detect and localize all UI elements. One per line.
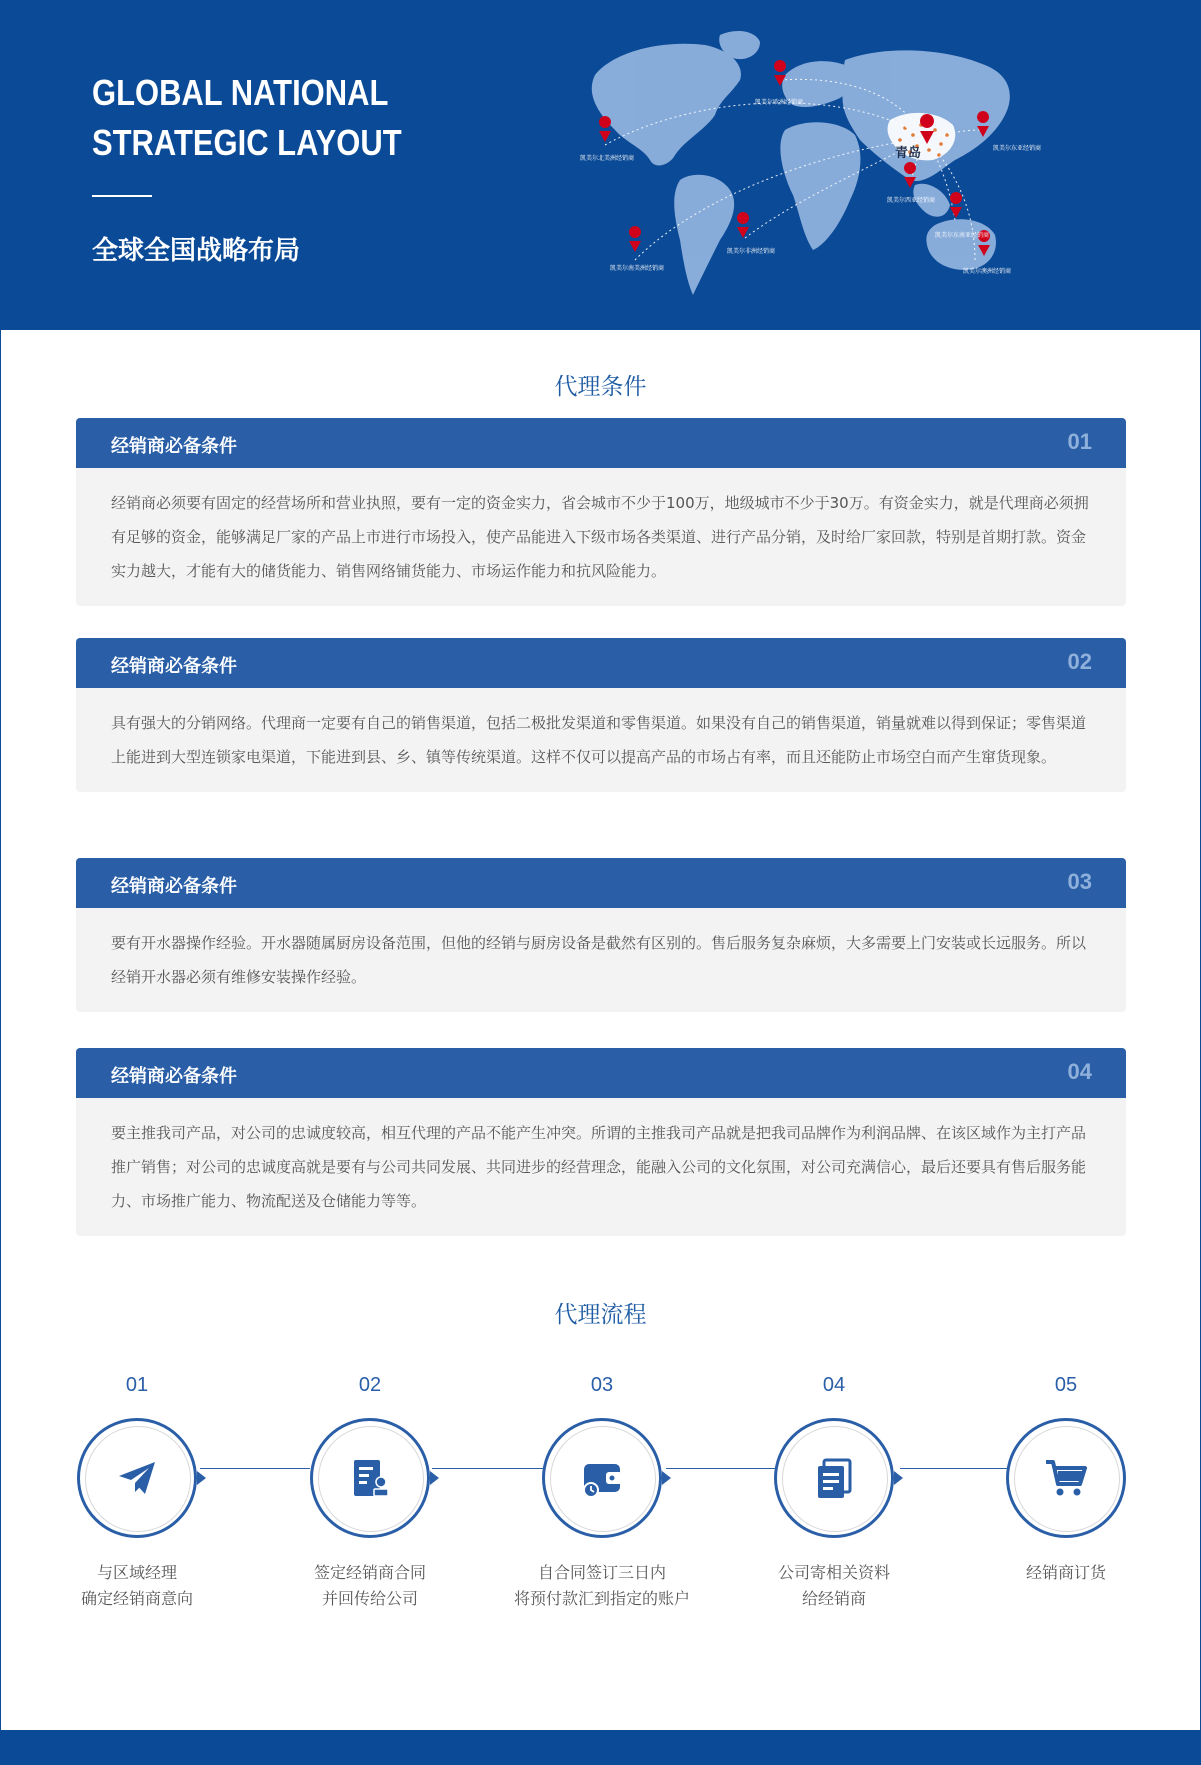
- cart-icon: [1042, 1454, 1090, 1502]
- process-step-text: [37, 1560, 237, 1612]
- process-step-number: 03: [590, 1374, 614, 1396]
- condition-card: [76, 858, 1126, 1012]
- map-label-west-asia: 凯美尔西亚经销商: [887, 197, 936, 204]
- hero-divider: [92, 195, 152, 197]
- world-map: [555, 20, 1075, 320]
- documents-icon: [810, 1454, 858, 1502]
- continent-north-america: [592, 44, 741, 166]
- contract-icon: [346, 1454, 394, 1502]
- process-step-number: 02: [358, 1374, 382, 1396]
- wallet-icon: [578, 1454, 626, 1502]
- process-step-circle: [1006, 1418, 1126, 1538]
- marker-africa-icon: [737, 212, 749, 238]
- condition-card-label: 经销商必备条件: [111, 436, 237, 457]
- condition-card-number: 04: [1067, 1059, 1092, 1084]
- condition-card-text: 要主推我司产品，对公司的忠诚度较高，相互代理的产品不能产生冲突。所谓的主推我司产品就是把我司品牌作为利润品牌、在该区域作为主打产品推广销售；对公司的忠诚度高就是要有与公司共同发展、共同进步的经营理念，能融入公司的文化氛围，对公司充满信心，最后还要具有售后服务能力、市场推广能力、物流配送及仓储能力等等。: [76, 1098, 1126, 1236]
- hero-title-en-line2: STRATEGIC LAYOUT: [92, 122, 402, 163]
- map-center-city: 青岛: [895, 146, 922, 161]
- process-title: 代理流程: [554, 1302, 647, 1328]
- process-step-text: [734, 1560, 934, 1612]
- process-step-text: [270, 1560, 470, 1612]
- process-step-line1: 公司寄相关资料: [777, 1563, 890, 1582]
- condition-card-number: 01: [1067, 429, 1092, 454]
- continent-africa: [780, 122, 860, 250]
- condition-card: [76, 1048, 1126, 1236]
- map-label-australia: 凯美尔澳洲经销商: [963, 268, 1012, 275]
- process-step-number: 05: [1054, 1374, 1078, 1396]
- condition-card-number: 02: [1067, 649, 1092, 674]
- process-step-number: 01: [125, 1374, 149, 1396]
- process-step-line1: 签定经销商合同: [313, 1563, 426, 1582]
- condition-card-label: 经销商必备条件: [111, 656, 237, 677]
- condition-card-text: 要有开水器操作经验。开水器随属厨房设备范围，但他的经销与厨房设备是截然有区别的。售后服务复杂麻烦，大多需要上门安装或长远服务。所以经销开水器必须有维修安装操作经验。: [76, 908, 1126, 1012]
- process-step: [502, 1370, 702, 1612]
- process-step-line1: 自合同签订三日内: [537, 1563, 666, 1582]
- process-step-line1: 经销商订货: [1025, 1563, 1106, 1582]
- map-label-south-america: 凯美尔南美洲经销商: [610, 265, 665, 272]
- process-step: [966, 1370, 1166, 1586]
- map-label-north-america: 凯美尔北美洲经销商: [580, 155, 635, 162]
- process-step-line2: 确定经销商意向: [80, 1589, 193, 1608]
- map-label-europe: 凯美尔欧洲经销商: [755, 99, 804, 106]
- process-step: [270, 1370, 470, 1612]
- process-step-text: [502, 1560, 702, 1612]
- condition-card-text: 具有强大的分销网络。代理商一定要有自己的销售渠道，包括二极批发渠道和零售渠道。如果没有自己的销售渠道，销量就难以得到保证；零售渠道上能进到大型连锁家电渠道，下能进到县、乡、镇等传统渠道。这样不仅可以提高产品的市场占有率，而且还能防止市场空白而产生窜货现象。: [76, 688, 1126, 792]
- process-step: [37, 1370, 237, 1612]
- process-step-circle: [310, 1418, 430, 1538]
- process-steps: [0, 1370, 1201, 1620]
- condition-card: [76, 638, 1126, 792]
- process-step: [734, 1370, 934, 1612]
- paper-plane-icon: [113, 1454, 161, 1502]
- process-step-line2: 给经销商: [801, 1589, 866, 1608]
- condition-card-header: [76, 638, 1126, 688]
- process-step-circle: [542, 1418, 662, 1538]
- map-label-africa: 凯美尔非洲经销商: [727, 248, 776, 255]
- hero-banner: [0, 0, 1201, 330]
- condition-card-header: [76, 1048, 1126, 1098]
- continent-australia: [926, 219, 996, 270]
- marker-south-america-icon: [629, 226, 641, 252]
- map-label-east-asia: 凯美尔东亚经销商: [993, 145, 1042, 152]
- process-step-line1: 与区域经理: [96, 1563, 177, 1582]
- process-step-number: 04: [822, 1374, 846, 1396]
- conditions-title: 代理条件: [554, 374, 647, 400]
- hero-title-cn: 全球全国战略布局: [92, 236, 301, 266]
- footer-bar: [0, 1730, 1201, 1765]
- hero-title-en-line1: GLOBAL NATIONAL: [92, 72, 389, 113]
- marker-north-america-icon: [599, 116, 611, 142]
- condition-card-label: 经销商必备条件: [111, 1066, 237, 1087]
- continent-south-america: [674, 175, 734, 295]
- condition-card-header: [76, 418, 1126, 468]
- condition-card-label: 经销商必备条件: [111, 876, 237, 897]
- map-label-southeast-asia: 凯美尔东南亚经销商: [935, 232, 990, 239]
- process-step-text: [966, 1560, 1166, 1586]
- condition-card-text: 经销商必须要有固定的经营场所和营业执照，要有一定的资金实力，省会城市不少于100万，地级城市不少于30万。有资金实力，就是代理商必须拥有足够的资金，能够满足厂家的产品上市进行市场投入，使产品能进入下级市场各类渠道、进行产品分销，及时给厂家回款，特别是首期打款。资金实力越大，才能有大的储货能力、销售网络铺货能力、市场运作能力和抗风险能力。: [76, 468, 1126, 606]
- process-step-line2: 并回传给公司: [321, 1589, 418, 1608]
- condition-card: [76, 418, 1126, 606]
- condition-card-number: 03: [1067, 869, 1092, 894]
- condition-card-header: [76, 858, 1126, 908]
- hero-title-en: [92, 68, 402, 168]
- process-step-circle: [77, 1418, 197, 1538]
- process-step-line2: 将预付款汇到指定的账户: [513, 1589, 690, 1608]
- process-step-circle: [774, 1418, 894, 1538]
